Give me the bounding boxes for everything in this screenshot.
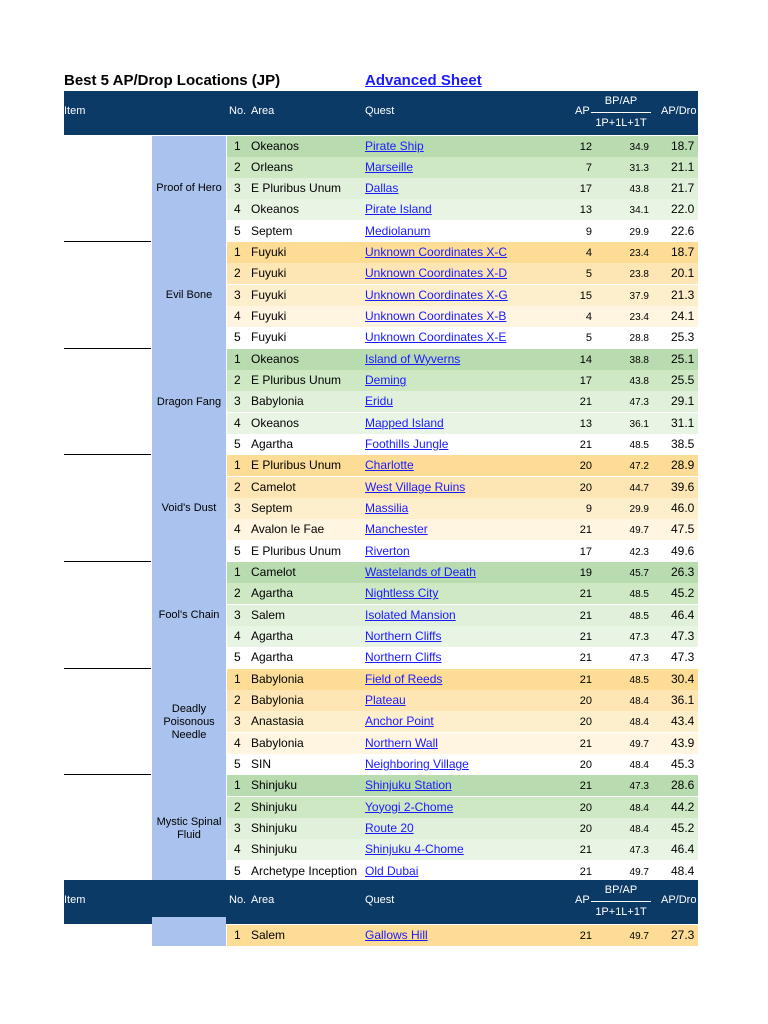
group-separator	[64, 348, 151, 349]
bp-ap-ratio: 44.7	[629, 482, 649, 494]
bp-ap-ratio: 47.3	[629, 397, 649, 409]
ap-cost: 21	[579, 865, 592, 878]
quest-link[interactable]: Shinjuku 4-Chome	[365, 842, 464, 857]
rank-number: 2	[234, 799, 241, 814]
area-name: E Pluribus Unum	[251, 181, 342, 196]
table-row	[227, 306, 698, 327]
rank-number: 4	[234, 629, 241, 644]
rank-number: 4	[234, 202, 241, 217]
item-name-cell: Deadly Poisonous Needle	[152, 669, 226, 776]
bp-ap-ratio: 38.8	[629, 354, 649, 366]
group-separator	[64, 774, 151, 775]
table-row	[227, 562, 698, 583]
quest-link[interactable]: Northern Cliffs	[365, 650, 442, 665]
area-name: Babylonia	[251, 394, 304, 409]
item-name-cell	[152, 917, 226, 946]
table-row	[227, 477, 698, 498]
quest-link[interactable]: Gallows Hill	[365, 928, 428, 942]
ap-cost: 9	[585, 225, 592, 238]
rank-number: 2	[234, 586, 241, 601]
bp-ap-ratio: 29.9	[629, 504, 649, 516]
quest-link[interactable]: West Village Ruins	[365, 479, 466, 494]
area-name: Shinjuku	[251, 821, 298, 836]
rank-number: 1	[234, 928, 241, 942]
ap-cost: 20	[579, 481, 592, 494]
ap-per-drop: 47.5	[671, 522, 695, 537]
table-row	[227, 178, 698, 199]
ap-cost: 21	[579, 930, 592, 942]
header-quest: Quest	[365, 894, 395, 906]
ap-cost: 19	[579, 567, 592, 580]
bp-ap-ratio: 36.1	[629, 418, 649, 430]
bp-ap-ratio: 47.3	[629, 845, 649, 857]
rank-number: 4	[234, 309, 241, 324]
bp-ap-ratio: 31.3	[629, 162, 649, 174]
area-name: Septem	[251, 501, 293, 516]
table-row	[227, 583, 698, 604]
bp-ap-ratio: 47.3	[629, 632, 649, 644]
table-row	[227, 818, 698, 839]
area-name: Okeanos	[251, 202, 300, 217]
group-separator	[64, 561, 151, 562]
bp-ap-ratio: 29.9	[629, 226, 649, 238]
item-name-cell: Fool's Chain	[152, 562, 226, 669]
rank-number: 4	[234, 842, 241, 857]
item-name-cell: Void's Dust	[152, 455, 226, 562]
quest-link[interactable]: Field of Reeds	[365, 671, 443, 686]
ap-per-drop: 43.4	[671, 714, 695, 729]
ap-cost: 9	[585, 503, 592, 516]
area-name: Anastasia	[251, 714, 304, 729]
header-bp-denominator: 1P+1L+1T	[595, 117, 647, 129]
ap-cost: 21	[579, 588, 592, 601]
rank-number: 5	[234, 650, 241, 665]
rank-number: 5	[234, 863, 241, 878]
ap-per-drop: 28.6	[671, 778, 695, 793]
table-row	[227, 263, 698, 284]
table-row	[227, 413, 698, 434]
area-name: Shinjuku	[251, 799, 298, 814]
rank-number: 3	[234, 394, 241, 409]
area-name: SIN	[251, 757, 272, 772]
quest-link[interactable]: Neighboring Village	[365, 757, 469, 772]
area-name: Agartha	[251, 586, 294, 601]
ap-per-drop: 26.3	[671, 565, 695, 580]
header-bp-numerator: BP/AP	[604, 95, 638, 107]
rank-number: 2	[234, 159, 241, 174]
table-row	[227, 711, 698, 732]
table-row	[227, 391, 698, 412]
quest-link[interactable]: Yoyogi 2-Chome	[365, 799, 454, 814]
rank-number: 1	[234, 671, 241, 686]
area-name: Orleans	[251, 159, 294, 174]
header-item: Item	[64, 894, 86, 906]
area-name: Babylonia	[251, 671, 304, 686]
table-row	[227, 370, 698, 391]
bp-ap-ratio: 23.8	[629, 269, 649, 281]
quest-link[interactable]: Mapped Island	[365, 415, 444, 430]
area-name: Shinjuku	[251, 842, 298, 857]
ap-cost: 4	[585, 247, 592, 260]
ap-cost: 21	[579, 631, 592, 644]
quest-link[interactable]: Manchester	[365, 522, 428, 537]
table-row	[227, 647, 698, 668]
bp-ap-ratio: 48.5	[629, 589, 649, 601]
bp-ap-ratio: 28.8	[629, 333, 649, 345]
header-bp-ratio	[591, 884, 651, 918]
area-name: Camelot	[251, 565, 296, 580]
ap-cost: 21	[579, 780, 592, 793]
header-area: Area	[251, 894, 275, 906]
rank-number: 4	[234, 415, 241, 430]
ap-per-drop: 18.7	[671, 245, 695, 260]
ap-per-drop: 45.3	[671, 757, 695, 772]
area-name: Agartha	[251, 437, 294, 452]
ap-per-drop: 22.6	[671, 223, 695, 238]
area-name: Camelot	[251, 479, 296, 494]
quest-link[interactable]: Pirate Ship	[365, 138, 424, 153]
ap-per-drop: 21.7	[671, 181, 695, 196]
group-separator	[64, 241, 151, 242]
ap-cost: 20	[579, 695, 592, 708]
advanced-sheet-link[interactable]: Advanced Sheet	[365, 72, 482, 89]
rank-number: 4	[234, 735, 241, 750]
table-row	[227, 733, 698, 754]
area-name: Fuyuki	[251, 330, 287, 345]
bp-ap-ratio: 37.9	[629, 290, 649, 302]
rank-number: 2	[234, 693, 241, 708]
table-row	[227, 136, 698, 157]
ap-per-drop: 25.5	[671, 373, 695, 388]
ap-cost: 20	[579, 716, 592, 729]
bp-ap-ratio: 49.7	[629, 738, 649, 750]
ap-cost: 15	[579, 289, 592, 302]
bp-ap-ratio: 48.4	[629, 824, 649, 836]
item-name-cell: Dragon Fang	[152, 349, 226, 456]
sheet-title: Best 5 AP/Drop Locations (JP)	[64, 72, 281, 89]
table-row	[227, 775, 698, 796]
header-area: Area	[251, 105, 275, 117]
area-name: Fuyuki	[251, 266, 287, 281]
table-row	[227, 434, 698, 455]
ap-cost: 17	[579, 375, 592, 388]
ap-cost: 20	[579, 801, 592, 814]
ap-per-drop: 20.1	[671, 266, 695, 281]
quest-link[interactable]: Eridu	[365, 394, 394, 409]
bp-ap-ratio: 48.4	[629, 717, 649, 729]
rank-number: 1	[234, 245, 241, 260]
ap-cost: 5	[585, 268, 592, 281]
bp-ap-ratio: 48.5	[629, 674, 649, 686]
quest-link[interactable]: Unknown Coordinates X-E	[365, 330, 507, 345]
table-row	[227, 327, 698, 348]
header-ap: AP	[575, 105, 590, 117]
group-separator	[64, 668, 151, 669]
bp-ap-ratio: 48.4	[629, 760, 649, 772]
bp-ap-ratio: 47.2	[629, 461, 649, 473]
bp-ap-ratio: 49.7	[629, 931, 649, 942]
table-row	[227, 285, 698, 306]
quest-link[interactable]: Nightless City	[365, 586, 439, 601]
rank-number: 1	[234, 565, 241, 580]
area-name: Shinjuku	[251, 778, 298, 793]
table-row	[227, 925, 698, 946]
table-row	[227, 541, 698, 562]
ap-per-drop: 18.7	[671, 138, 695, 153]
ap-per-drop: 28.9	[671, 458, 695, 473]
rank-number: 2	[234, 266, 241, 281]
ap-per-drop: 48.4	[671, 863, 695, 878]
ap-cost: 20	[579, 823, 592, 836]
ap-per-drop: 25.1	[671, 351, 695, 366]
table-row	[227, 157, 698, 178]
rank-number: 3	[234, 714, 241, 729]
ap-cost: 13	[579, 417, 592, 430]
ap-cost: 21	[579, 652, 592, 665]
area-name: E Pluribus Unum	[251, 458, 342, 473]
area-name: Salem	[251, 928, 286, 942]
rank-number: 1	[234, 351, 241, 366]
rank-number: 3	[234, 821, 241, 836]
header-no: No.	[229, 894, 247, 906]
ap-per-drop: 27.3	[671, 928, 695, 942]
ap-cost: 4	[585, 311, 592, 324]
bp-ap-ratio: 48.4	[629, 696, 649, 708]
quest-link[interactable]: Plateau	[365, 693, 406, 708]
area-name: Babylonia	[251, 693, 304, 708]
ap-cost: 21	[579, 609, 592, 622]
item-name-cell: Mystic Spinal Fluid	[152, 775, 226, 882]
rank-number: 5	[234, 223, 241, 238]
bp-ap-ratio: 48.5	[629, 610, 649, 622]
header-no: No.	[229, 105, 247, 117]
table-row	[227, 498, 698, 519]
header-bp-numerator: BP/AP	[604, 884, 638, 896]
area-name: Okeanos	[251, 415, 300, 430]
table-row	[227, 690, 698, 711]
table-row	[227, 797, 698, 818]
ap-per-drop: 47.3	[671, 650, 695, 665]
ap-cost: 20	[579, 759, 592, 772]
ap-cost: 21	[579, 737, 592, 750]
quest-link[interactable]: Route 20	[365, 821, 414, 836]
area-name: E Pluribus Unum	[251, 543, 342, 558]
ap-cost: 17	[579, 545, 592, 558]
rank-number: 4	[234, 522, 241, 537]
rank-number: 5	[234, 437, 241, 452]
area-name: E Pluribus Unum	[251, 373, 342, 388]
header-bp-ratio	[591, 95, 651, 129]
rank-number: 2	[234, 373, 241, 388]
rank-number: 5	[234, 543, 241, 558]
table-row	[227, 669, 698, 690]
area-name: Okeanos	[251, 138, 300, 153]
quest-link[interactable]: Old Dubai	[365, 863, 419, 878]
ap-cost: 14	[579, 353, 592, 366]
ap-per-drop: 21.1	[671, 159, 695, 174]
rank-number: 3	[234, 501, 241, 516]
header-ap-drop: AP/Dro	[661, 105, 697, 117]
ap-per-drop: 39.6	[671, 479, 695, 494]
area-name: Agartha	[251, 650, 294, 665]
area-name: Septem	[251, 223, 293, 238]
table-row	[227, 349, 698, 370]
header-item: Item	[64, 105, 86, 117]
quest-link[interactable]: Dallas	[365, 181, 399, 196]
item-name-cell: Evil Bone	[152, 242, 226, 349]
table-row	[227, 626, 698, 647]
bp-ap-ratio: 23.4	[629, 248, 649, 260]
ap-per-drop: 49.6	[671, 543, 695, 558]
ap-cost: 5	[585, 332, 592, 345]
table-row	[227, 199, 698, 220]
rank-number: 3	[234, 181, 241, 196]
rank-number: 5	[234, 757, 241, 772]
ap-per-drop: 31.1	[671, 415, 695, 430]
quest-link[interactable]: Northern Wall	[365, 735, 438, 750]
table-row	[227, 861, 698, 882]
ap-cost: 21	[579, 524, 592, 537]
bp-ap-ratio: 42.3	[629, 546, 649, 558]
ap-cost: 20	[579, 460, 592, 473]
table-row	[227, 221, 698, 242]
quest-link[interactable]: Unknown Coordinates X-C	[365, 245, 508, 260]
ap-per-drop: 30.4	[671, 671, 695, 686]
bp-ap-ratio: 34.9	[629, 141, 649, 153]
ap-per-drop: 46.4	[671, 842, 695, 857]
ap-per-drop: 43.9	[671, 735, 695, 750]
area-name: Okeanos	[251, 351, 300, 366]
bp-ap-ratio: 23.4	[629, 312, 649, 324]
quest-link[interactable]: Mediolanum	[365, 223, 431, 238]
ap-cost: 7	[585, 161, 592, 174]
quest-link[interactable]: Shinjuku Station	[365, 778, 452, 793]
ap-per-drop: 21.3	[671, 287, 695, 302]
quest-link[interactable]: Deming	[365, 373, 407, 388]
rank-number: 1	[234, 458, 241, 473]
ap-per-drop: 29.1	[671, 394, 695, 409]
ap-cost: 21	[579, 844, 592, 857]
quest-link[interactable]: Massilia	[365, 501, 409, 516]
rank-number: 5	[234, 330, 241, 345]
bp-ap-ratio: 48.5	[629, 440, 649, 452]
ap-per-drop: 45.2	[671, 586, 695, 601]
bp-ap-ratio: 45.7	[629, 568, 649, 580]
quest-link[interactable]: Isolated Mansion	[365, 607, 456, 622]
table-row	[227, 519, 698, 540]
area-name: Avalon le Fae	[251, 522, 325, 537]
rank-number: 1	[234, 778, 241, 793]
table-row	[227, 242, 698, 263]
ap-per-drop: 46.4	[671, 607, 695, 622]
ap-per-drop: 38.5	[671, 437, 695, 452]
bp-ap-ratio: 47.3	[629, 781, 649, 793]
area-name: Archetype Inception	[251, 863, 358, 878]
quest-link[interactable]: Unknown Coordinates X-B	[365, 309, 507, 324]
area-name: Agartha	[251, 629, 294, 644]
ap-cost: 12	[579, 140, 592, 153]
quest-link[interactable]: Unknown Coordinates X-D	[365, 266, 508, 281]
table-row	[227, 839, 698, 860]
area-name: Fuyuki	[251, 287, 287, 302]
header-ap-drop: AP/Dro	[661, 894, 697, 906]
ap-per-drop: 24.1	[671, 309, 695, 324]
quest-link[interactable]: Foothills Jungle	[365, 437, 449, 452]
area-name: Salem	[251, 607, 286, 622]
quest-link[interactable]: Wastelands of Death	[365, 565, 476, 580]
rank-number: 3	[234, 607, 241, 622]
group-separator	[64, 454, 151, 455]
ap-cost: 21	[579, 673, 592, 686]
ap-per-drop: 45.2	[671, 821, 695, 836]
header-bp-denominator: 1P+1L+1T	[595, 906, 647, 918]
ap-per-drop: 46.0	[671, 501, 695, 516]
quest-link[interactable]: Unknown Coordinates X-G	[365, 287, 508, 302]
bp-ap-ratio: 49.7	[629, 866, 649, 878]
quest-link[interactable]: Pirate Island	[365, 202, 432, 217]
bp-ap-ratio: 47.3	[629, 653, 649, 665]
table-header	[64, 91, 698, 135]
quest-link[interactable]: Charlotte	[365, 458, 414, 473]
ap-cost: 21	[579, 439, 592, 452]
bp-ap-ratio: 34.1	[629, 205, 649, 217]
bp-ap-ratio: 43.8	[629, 184, 649, 196]
quest-link[interactable]: Anchor Point	[365, 714, 434, 729]
area-name: Fuyuki	[251, 245, 287, 260]
header-quest: Quest	[365, 105, 395, 117]
quest-link[interactable]: Island of Wyverns	[365, 351, 461, 366]
rank-number: 3	[234, 287, 241, 302]
ap-per-drop: 47.3	[671, 629, 695, 644]
header-ap: AP	[575, 894, 590, 906]
ap-per-drop: 36.1	[671, 693, 695, 708]
quest-link[interactable]: Marseille	[365, 159, 414, 174]
bp-ap-ratio: 49.7	[629, 525, 649, 537]
rank-number: 2	[234, 479, 241, 494]
quest-link[interactable]: Northern Cliffs	[365, 629, 442, 644]
area-name: Babylonia	[251, 735, 304, 750]
ap-cost: 21	[579, 396, 592, 409]
ap-per-drop: 22.0	[671, 202, 695, 217]
bp-ap-ratio: 43.8	[629, 376, 649, 388]
ap-cost: 13	[579, 204, 592, 217]
ap-cost: 17	[579, 183, 592, 196]
ap-per-drop: 44.2	[671, 799, 695, 814]
bp-ap-ratio: 48.4	[629, 802, 649, 814]
table-row	[227, 455, 698, 476]
ap-per-drop: 25.3	[671, 330, 695, 345]
area-name: Fuyuki	[251, 309, 287, 324]
rank-number: 1	[234, 138, 241, 153]
table-row	[227, 605, 698, 626]
quest-link[interactable]: Riverton	[365, 543, 410, 558]
item-name-cell: Proof of Hero	[152, 136, 226, 243]
table-row	[227, 754, 698, 775]
